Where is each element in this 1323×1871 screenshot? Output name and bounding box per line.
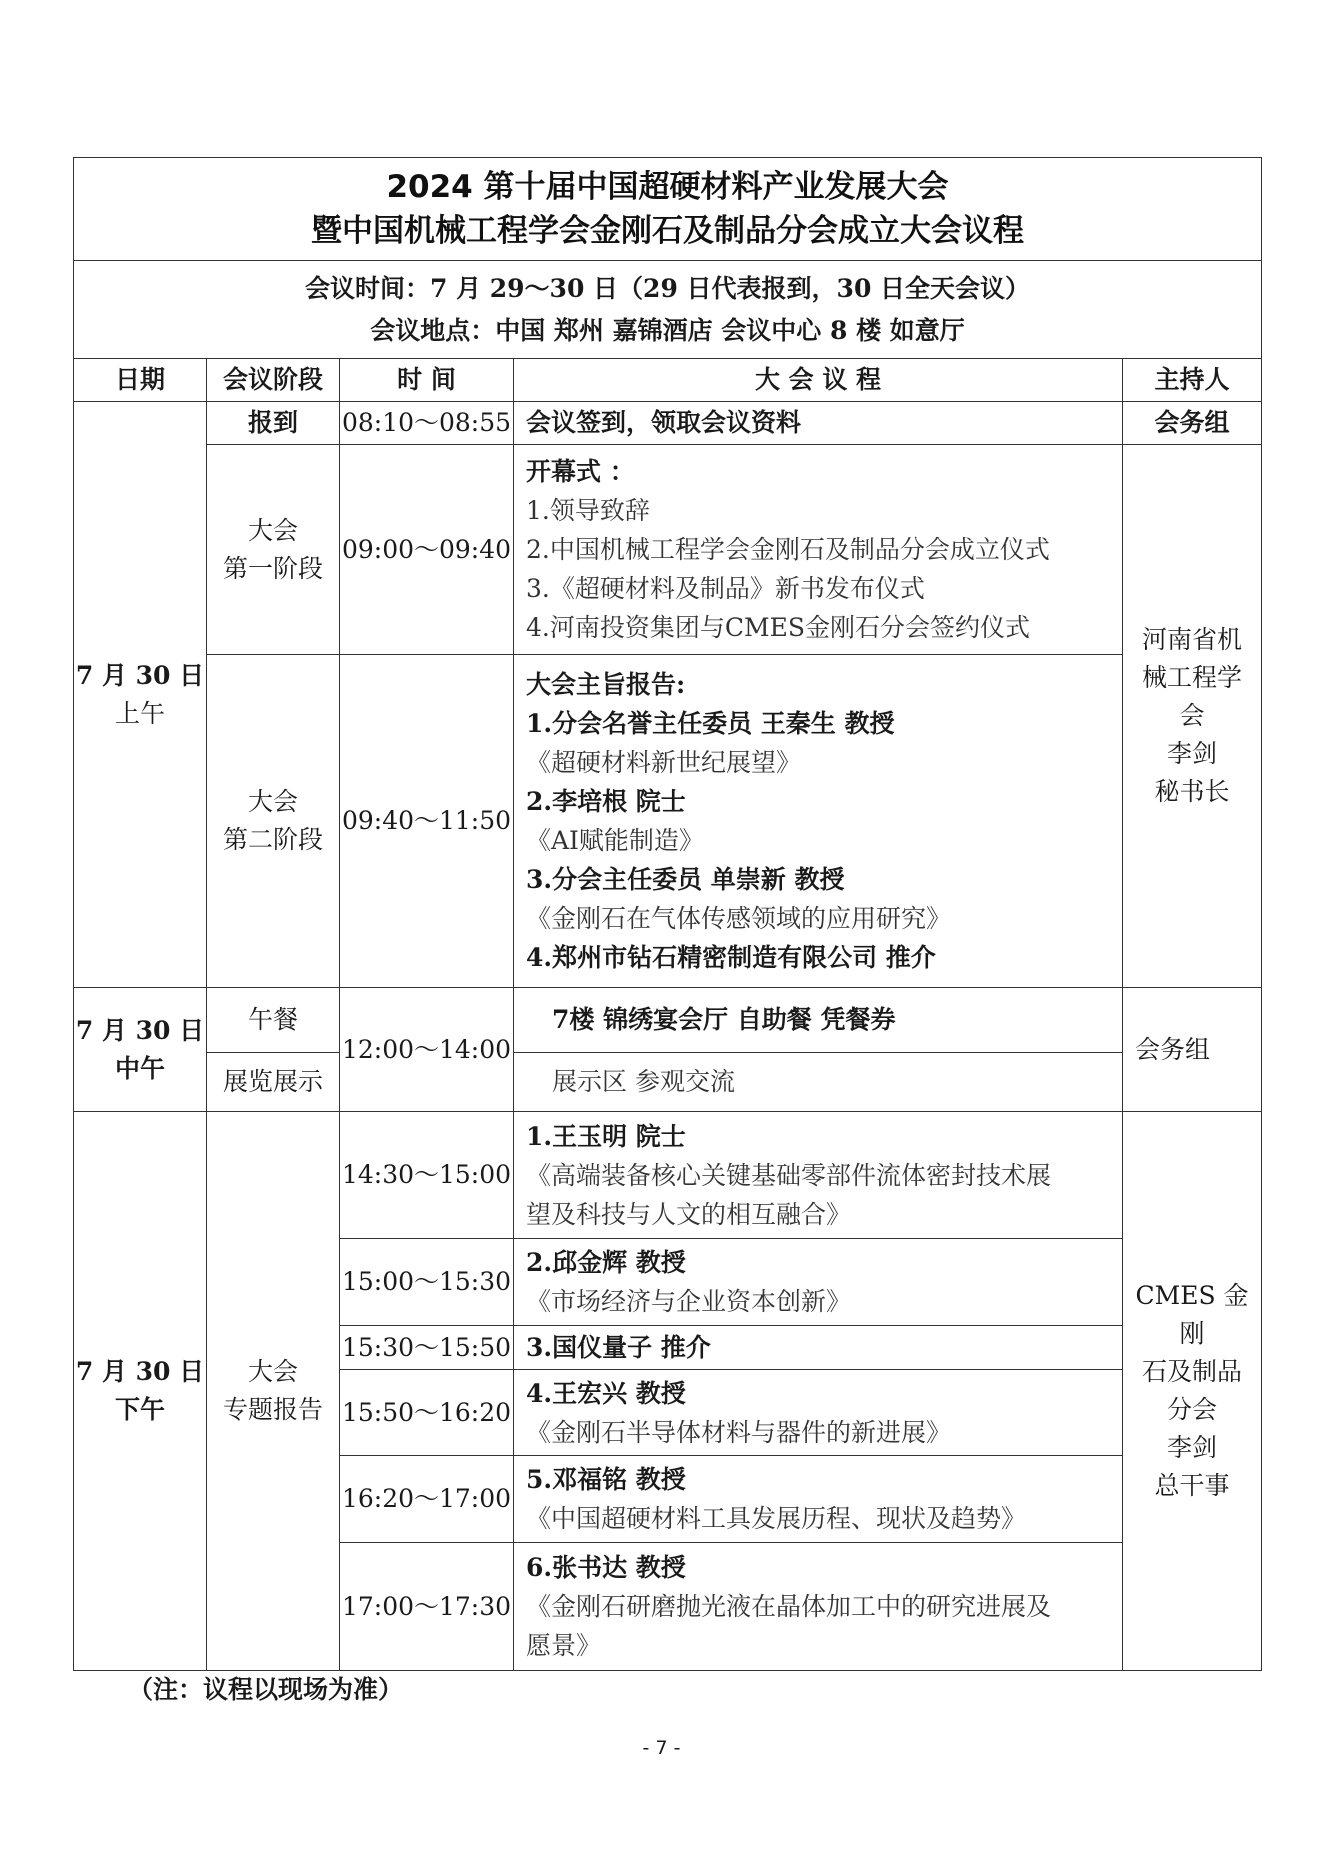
info-row — [74, 261, 1262, 359]
topic: 愿景》 — [526, 1631, 602, 1660]
host-line: 会 — [1179, 701, 1205, 730]
stage1-phase-line2: 第一阶段 — [222, 553, 323, 583]
topic: 《AI赋能制造》 — [526, 826, 704, 855]
host-line: 秘书长 — [1154, 777, 1230, 806]
talk-content — [514, 1239, 1123, 1326]
topic: 《超硬材料新世纪展望》 — [526, 748, 802, 777]
talk-content — [514, 1112, 1123, 1239]
host-line: 石及制品 — [1142, 1357, 1243, 1386]
host-line: 总干事 — [1154, 1471, 1230, 1500]
agenda-title — [74, 158, 1262, 261]
topic: 《金刚石在气体传感领域的应用研究》 — [526, 904, 952, 933]
talk-content — [514, 1326, 1123, 1370]
talk-content — [514, 1370, 1123, 1456]
noon-time: 12:00～14:00 — [340, 988, 514, 1112]
stage1-content — [514, 445, 1123, 655]
talk-time: 15:50～16:20 — [340, 1370, 514, 1456]
afternoon-phase-line1: 大会 — [247, 1357, 298, 1386]
table-row — [74, 655, 1262, 988]
lunch-content: 7楼 锦绣宴会厅 自助餐 凭餐券 — [514, 988, 1123, 1053]
header-row — [74, 359, 1262, 402]
speaker: 1.分会名誉主任委员 王秦生 教授 — [526, 709, 895, 738]
table-row — [74, 988, 1262, 1053]
header-agenda: 大 会 议 程 — [514, 359, 1123, 402]
table-row — [74, 1053, 1262, 1112]
agenda-table — [73, 157, 1262, 1671]
keynote-heading: 大会主旨报告: — [526, 670, 686, 699]
header-host: 主持人 — [1123, 359, 1262, 402]
noon-date-cell — [74, 988, 207, 1112]
list-item: 4.河南投资集团与CMES金刚石分会签约仪式 — [526, 613, 1030, 642]
meeting-time: 会议时间：7 月 29～30 日（29 日代表报到，30 日全天会议） — [304, 273, 1031, 303]
talk-time: 15:00～15:30 — [340, 1239, 514, 1326]
talk-time: 14:30～15:00 — [340, 1112, 514, 1239]
speaker: 2.李培根 院士 — [526, 787, 686, 816]
afternoon-period: 下午 — [114, 1395, 165, 1424]
registration-host: 会务组 — [1123, 402, 1262, 445]
host-line: 分会 — [1167, 1395, 1218, 1424]
table-row — [74, 1112, 1262, 1239]
afternoon-phase — [207, 1112, 340, 1671]
speaker: 4.王宏兴 教授 — [526, 1378, 686, 1408]
opening-heading: 开幕式 ： — [526, 457, 635, 486]
host-line: 河南省机 — [1142, 625, 1243, 654]
topic: 《高端装备核心关键基础零部件流体密封技术展 — [526, 1160, 1052, 1190]
morning-date: 7 月 30 日 — [75, 660, 205, 690]
meeting-info — [74, 261, 1262, 359]
topic: 望及科技与人文的相互融合》 — [526, 1199, 852, 1229]
registration-phase: 报到 — [207, 402, 340, 445]
topic: 《中国超硬材料工具发展历程、现状及趋势》 — [526, 1504, 1027, 1533]
title-line-1: 2024 第十届中国超硬材料产业发展大会 — [386, 169, 949, 205]
speaker: 5.邓福铭 教授 — [526, 1465, 686, 1494]
speaker: 1.王玉明 院士 — [526, 1121, 686, 1151]
list-item: 1.领导致辞 — [526, 496, 650, 525]
table-row — [74, 402, 1262, 445]
talk-time: 15:30～15:50 — [340, 1326, 514, 1370]
talk-time: 16:20～17:00 — [340, 1456, 514, 1543]
stage1-phase-line1: 大会 — [247, 515, 298, 545]
topic: 《金刚石半导体材料与器件的新进展》 — [526, 1417, 952, 1447]
host-line: 李剑 — [1167, 1433, 1218, 1462]
title-line-2: 暨中国机械工程学会金刚石及制品分会成立大会议程 — [311, 213, 1024, 249]
lunch-phase: 午餐 — [207, 988, 340, 1053]
page-number: - 7 - — [642, 1737, 681, 1759]
host-line: CMES 金刚 — [1135, 1281, 1249, 1348]
stage1-time: 09:00～09:40 — [340, 445, 514, 655]
header-phase: 会议阶段 — [207, 359, 340, 402]
speaker: 3.国仪量子 推介 — [526, 1333, 711, 1362]
stage1-phase — [207, 445, 340, 655]
speaker: 2.邱金辉 教授 — [526, 1248, 686, 1277]
speaker: 4.郑州市钻石精密制造有限公司 推介 — [526, 943, 936, 972]
title-row — [74, 158, 1262, 261]
expo-content: 展示区 参观交流 — [514, 1053, 1123, 1112]
speaker: 3.分会主任委员 单崇新 教授 — [526, 865, 845, 894]
speaker: 6.张书达 教授 — [526, 1553, 686, 1582]
afternoon-host — [1123, 1112, 1262, 1671]
morning-date-cell — [74, 402, 207, 988]
stage2-phase-line2: 第二阶段 — [222, 825, 323, 854]
stage2-phase — [207, 655, 340, 988]
stage2-phase-line1: 大会 — [247, 787, 298, 816]
host-line: 械工程学 — [1142, 663, 1243, 692]
afternoon-phase-line2: 专题报告 — [222, 1395, 323, 1424]
list-item: 2.中国机械工程学会金刚石及制品分会成立仪式 — [526, 535, 1050, 564]
host-line: 李剑 — [1167, 739, 1218, 768]
afternoon-date-cell — [74, 1112, 207, 1671]
stage2-content — [514, 655, 1123, 988]
header-time: 时 间 — [340, 359, 514, 402]
noon-period: 中午 — [114, 1053, 165, 1083]
topic: 《市场经济与企业资本创新》 — [526, 1287, 852, 1316]
morning-host — [1123, 445, 1262, 988]
header-date: 日期 — [74, 359, 207, 402]
noon-date: 7 月 30 日 — [75, 1015, 205, 1045]
talk-content — [514, 1456, 1123, 1543]
noon-host: 会务组 — [1123, 988, 1262, 1112]
expo-phase: 展览展示 — [207, 1053, 340, 1112]
talk-time: 17:00～17:30 — [340, 1543, 514, 1671]
meeting-place: 会议地点：中国 郑州 嘉锦酒店 会议中心 8 楼 如意厅 — [370, 315, 965, 345]
afternoon-date: 7 月 30 日 — [75, 1357, 205, 1386]
list-item: 3.《超硬材料及制品》新书发布仪式 — [526, 574, 925, 603]
topic: 《金刚石研磨抛光液在晶体加工中的研究进展及 — [526, 1592, 1052, 1621]
table-row — [74, 445, 1262, 655]
registration-time: 08:10～08:55 — [340, 402, 514, 445]
stage2-time: 09:40～11:50 — [340, 655, 514, 988]
agenda-note: （注：议程以现场为准） — [128, 1675, 404, 1704]
registration-content: 会议签到，领取会议资料 — [514, 402, 1123, 445]
morning-period: 上午 — [114, 698, 165, 728]
talk-content — [514, 1543, 1123, 1671]
